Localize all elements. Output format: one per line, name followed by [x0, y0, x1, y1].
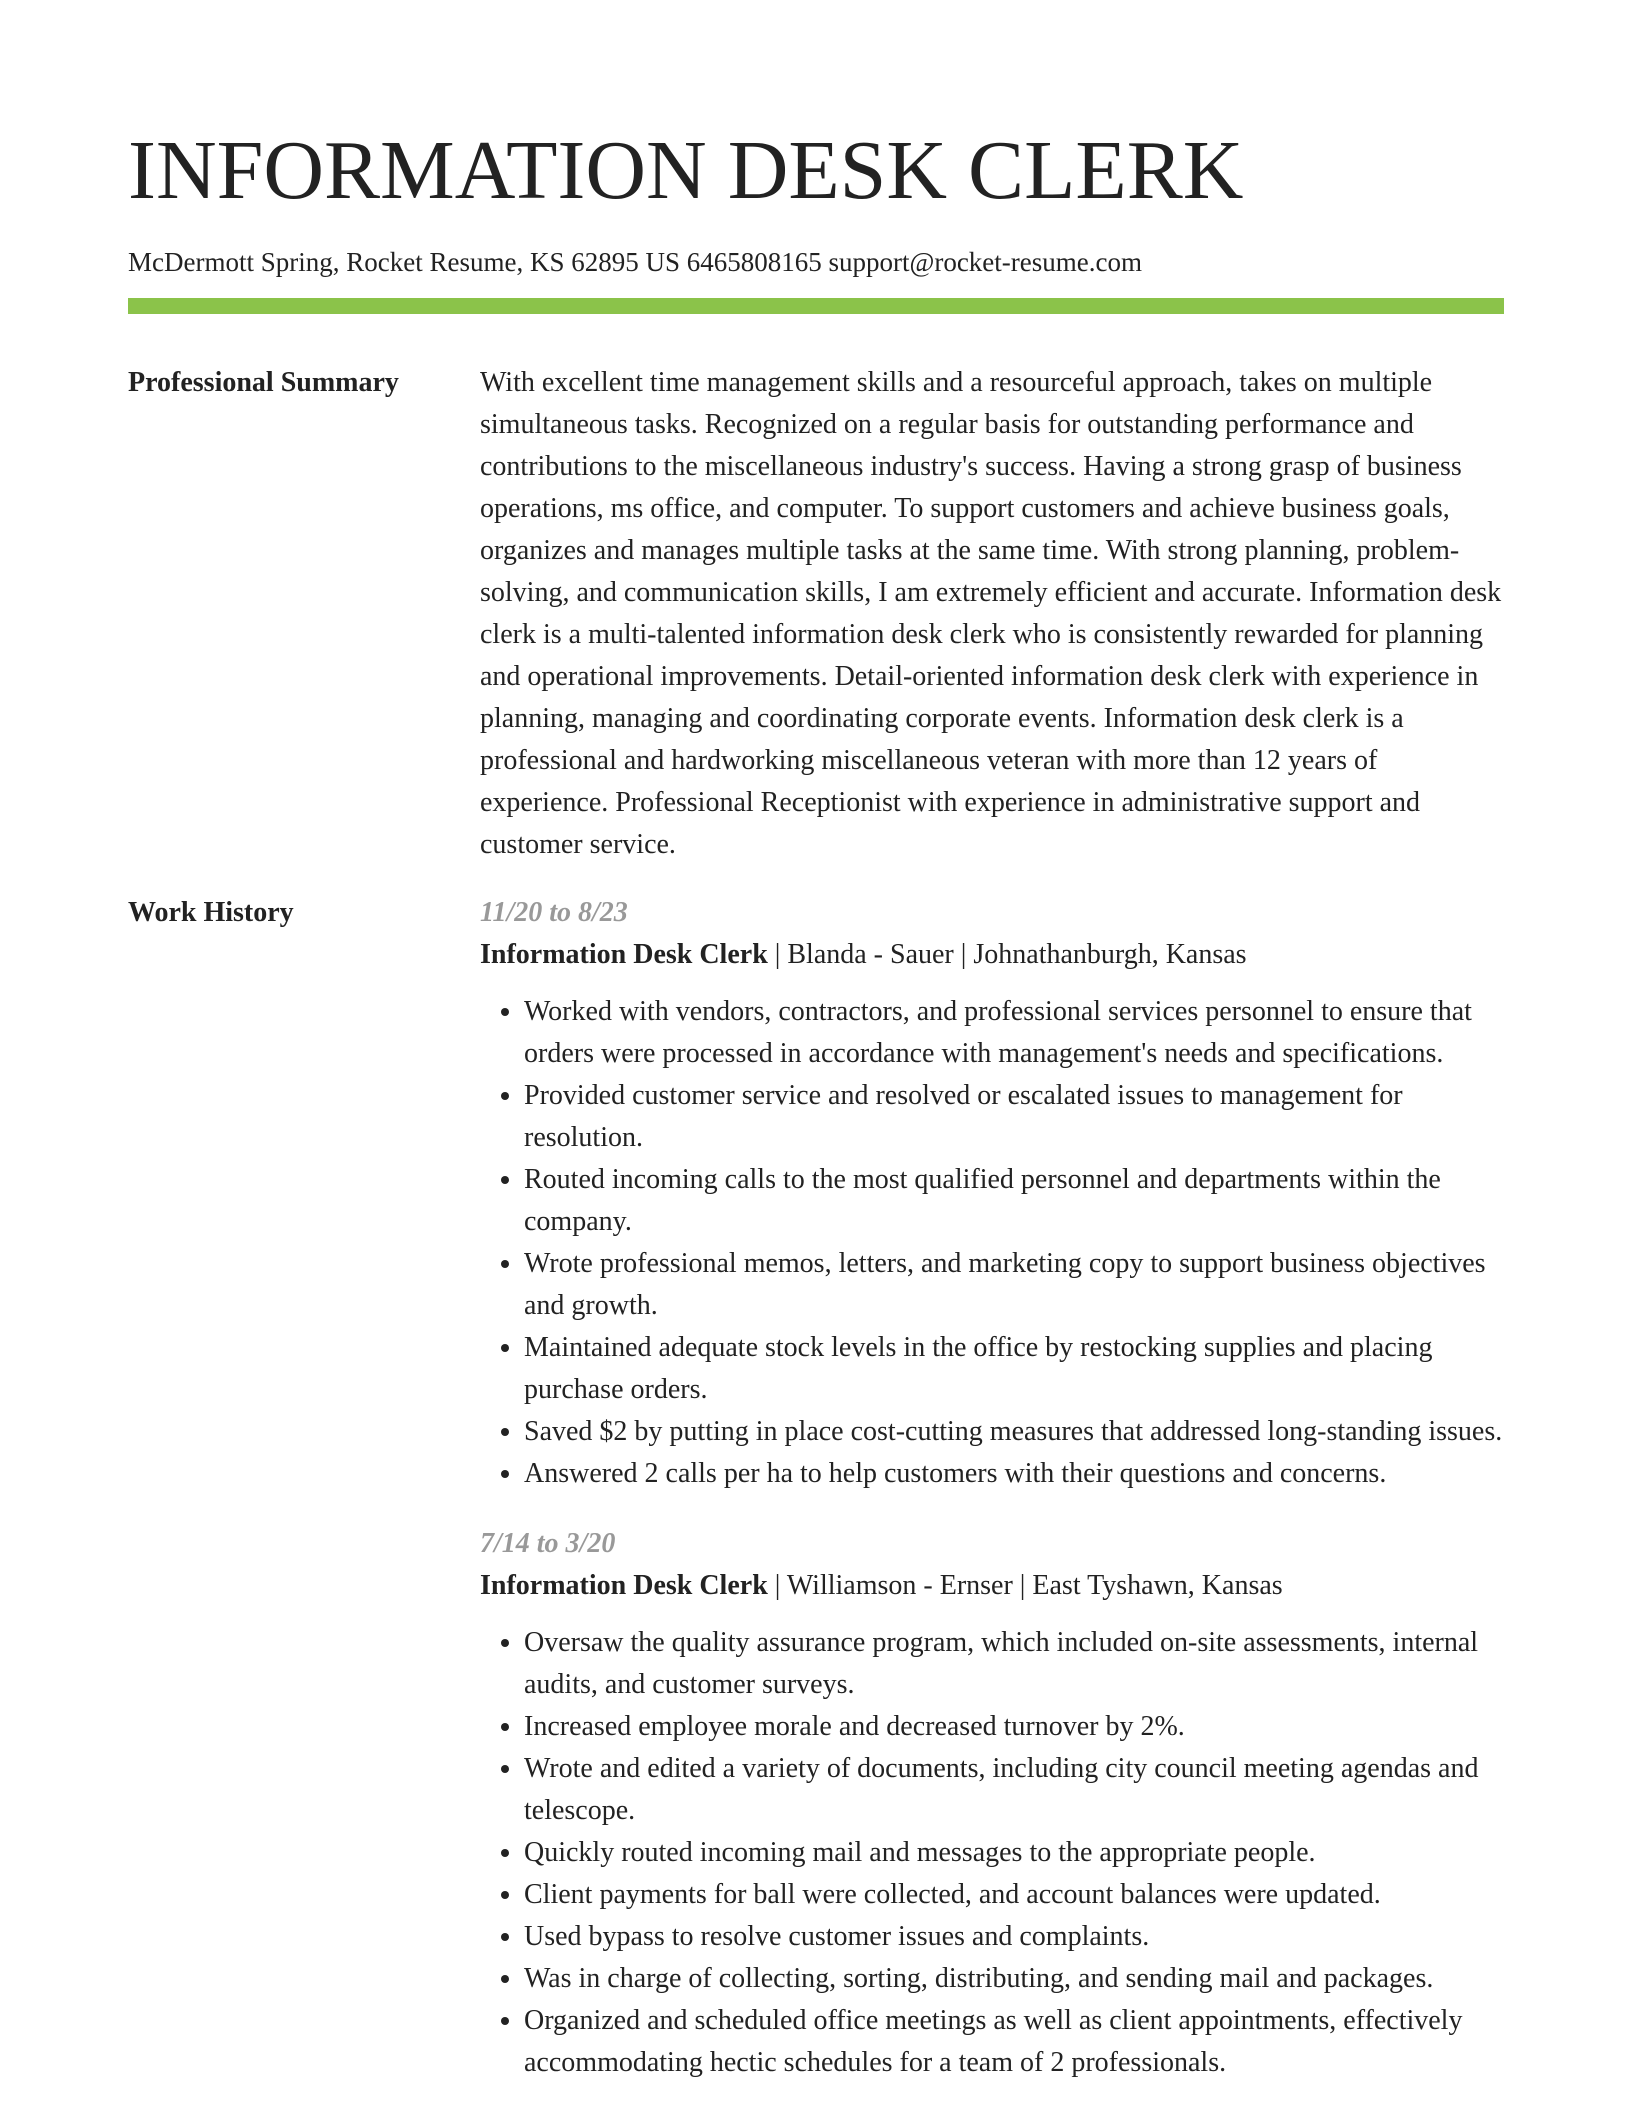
summary-body [480, 362, 1504, 866]
job-bullet: • Oversaw the quality assurance program, which included on-site assessments, internal audits, and customer surveys. [524, 1622, 1504, 1706]
job-bullet: • Quickly routed incoming mail and messages to the appropriate people. [524, 1832, 1504, 1874]
job-company-location: | Blanda - Sauer | Johnathanburgh, Kansas [767, 939, 1247, 970]
job-bullet: • Provided customer service and resolved or escalated issues to management for resolution. [524, 1075, 1504, 1159]
section-title-summary: Professional Summary [128, 367, 399, 398]
resume-name: INFORMATION DESK CLERK [128, 124, 1244, 217]
job-heading [480, 934, 1504, 976]
work-history-section [128, 892, 1504, 2112]
job-entry [480, 1523, 1504, 2084]
work-history-body [480, 892, 1504, 2112]
job-bullet: • Organized and scheduled office meetings as well as client appointments, effectively accommodating hectic schedules for a team of 2 professionals. [524, 2000, 1504, 2084]
job-dates: 7/14 to 3/20 [480, 1528, 616, 1559]
job-title: Information Desk Clerk [480, 939, 768, 970]
job-bullet: • Answered 2 calls per ha to help customers with their questions and concerns. [524, 1453, 1504, 1495]
professional-summary-section [128, 362, 1504, 866]
job-dates: 11/20 to 8/23 [480, 897, 628, 928]
resume-page [128, 0, 1504, 2112]
job-bullet-list [480, 991, 1504, 1495]
job-bullet: • Client payments for ball were collected, and account balances were updated. [524, 1874, 1504, 1916]
job-bullet: • Wrote and edited a variety of documents, including city council meeting agendas and telescope. [524, 1748, 1504, 1832]
job-entry [480, 892, 1504, 1495]
job-bullet-list [480, 1622, 1504, 2084]
job-bullet: • Used bypass to resolve customer issues and complaints. [524, 1916, 1504, 1958]
accent-divider [128, 298, 1504, 314]
summary-text: With excellent time management skills and a resourceful approach, takes on multiple simultaneous tasks. Recognized on a regular basis for outstanding performance and contributions to the miscellaneous industry's success. Having a strong grasp of business operations, ms office, and computer. To support customers and achieve business goals, organizes and manages multiple tasks at the same time. With strong planning, problem-solving, and communication skills, I am extremely efficient and accurate. Information desk clerk is a multi-talented information desk clerk who is consistently rewarded for planning and operational improvements. Detail-oriented information desk clerk with experience in planning, managing and coordinating corporate events. Information desk clerk is a professional and hardworking miscellaneous veteran with more than 12 years of experience. Professional Receptionist with experience in administrative support and customer service. [480, 367, 1502, 860]
job-bullet: • Maintained adequate stock levels in the office by restocking supplies and placing purchase orders. [524, 1327, 1504, 1411]
job-title: Information Desk Clerk [480, 1570, 768, 1601]
job-company-location: | Williamson - Ernser | East Tyshawn, Kansas [767, 1570, 1283, 1601]
job-bullet: • Wrote professional memos, letters, and marketing copy to support business objectives and growth. [524, 1243, 1504, 1327]
job-bullet: • Increased employee morale and decreased turnover by 2%. [524, 1706, 1504, 1748]
job-bullet: • Worked with vendors, contractors, and professional services personnel to ensure that orders were processed in accordance with management's needs and specifications. [524, 991, 1504, 1075]
job-bullet: • Was in charge of collecting, sorting, distributing, and sending mail and packages. [524, 1958, 1504, 2000]
job-bullet: • Saved $2 by putting in place cost-cutting measures that addressed long-standing issues. [524, 1411, 1504, 1453]
job-bullet: • Routed incoming calls to the most qualified personnel and departments within the company. [524, 1159, 1504, 1243]
section-title-work-history: Work History [128, 897, 294, 928]
contact-line: McDermott Spring, Rocket Resume, KS 62895 US 6465808165 support@rocket-resume.com [128, 247, 1142, 277]
job-heading [480, 1565, 1504, 1607]
